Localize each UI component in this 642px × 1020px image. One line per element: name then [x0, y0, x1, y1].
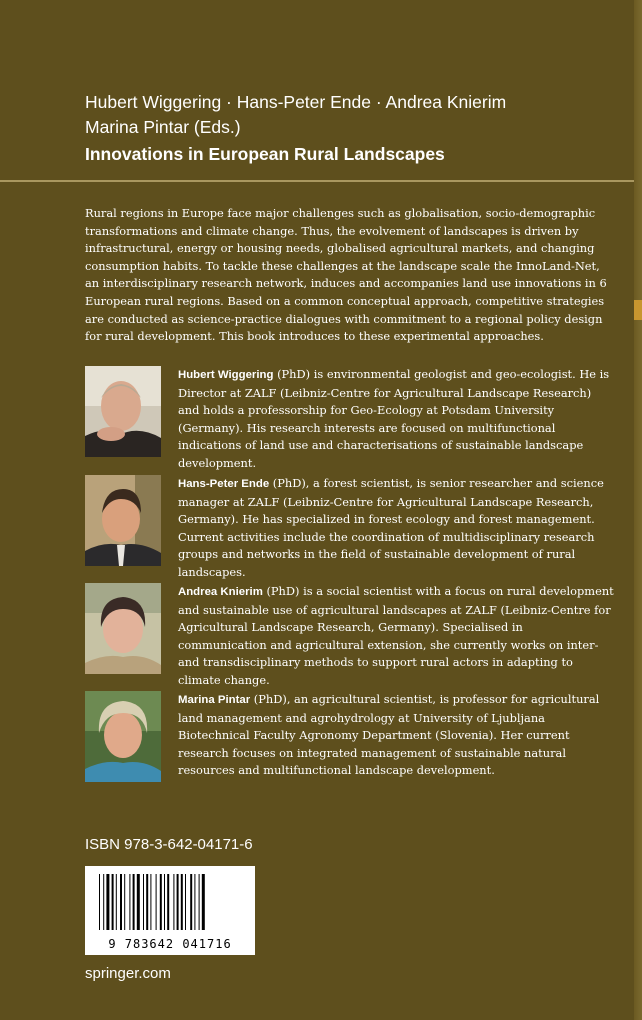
spine-edge: [634, 0, 642, 1020]
portrait-hans-peter-ende: [85, 475, 161, 566]
editors-line-1: Hubert Wiggering · Hans-Peter Ende · Andrea Knierim: [85, 92, 507, 112]
bio-description: (PhD) is a social scientist with a focus on rural development and sustainable use of agricultural landscapes at ZALF (Leibniz-Centre for Agricultural Landscape Research, Germany). Specialised in communication and agricultural extension, she currently works on inter- and transdisciplinary methods to support rural actors in adapting to climate change.: [178, 584, 614, 687]
barcode: [85, 866, 255, 955]
portrait-marina-pintar: [85, 691, 161, 782]
barcode-bars: [85, 866, 255, 936]
bio-name: Hans-Peter Ende: [178, 478, 270, 490]
cover-header: [85, 90, 605, 167]
book-blurb: Rural regions in Europe face major challenges such as globalisation, socio-demographic transformations and climate change. Thus, the evolvement of landscapes is driven by infrastructural, energy or housing needs, globalised agricultural markets, and changing consumption habits. To tackle these challenges at the landscape scale the InnoLand-Net, an interdisciplinary research network, induces and accompanies land use innovations in 6 European rural regions. Based on a common conceptual approach, competitive strategies are conducted as science-practice dialogues with commitment to a regional policy design for rural development. This book introduces to these experimental approaches.: [85, 206, 607, 344]
bio-description: (PhD) is environmental geologist and geo-ecologist. He is Director at ZALF (Leibniz-Centre for Agricultural Landscape Research) and holds a professorship for Geo-Ecology at Potsdam University (Germany). His research interests are focused on multifunctional indications of land use and characterisations of sustainable landscape development.: [178, 367, 610, 470]
bio-name: Marina Pintar: [178, 694, 251, 706]
bio-description: (PhD), an agricultural scientist, is professor for agricultural land management and agrohydrology at University of Ljubljana Biotechnical Faculty Agronomy Department (Slovenia). Her current research focuses on integrated management of sustainable natural resources and multifunctional landscape development.: [178, 692, 600, 778]
barcode-digits: 9 783642 041716: [108, 937, 232, 951]
book-title: Innovations in European Rural Landscapes: [85, 144, 445, 164]
bio-text: [178, 475, 615, 582]
bio-description: (PhD), a forest scientist, is senior researcher and science manager at ZALF (Leibniz-Centre for Agricultural Landscape Research, Germany). He has specialized in forest ecology and forest management. Current activities include the coordination of multidisciplinary research groups and networks in the field of sustainable development of rural landscapes.: [178, 476, 604, 579]
editors-line-2: Marina Pintar (Eds.): [85, 117, 241, 137]
portrait-andrea-knierim: [85, 583, 161, 674]
bio-text: [178, 366, 615, 473]
portrait-hubert-wiggering: [85, 366, 161, 457]
bio-name: Andrea Knierim: [178, 586, 263, 598]
publisher-url: springer.com: [85, 965, 171, 982]
bio-text: [178, 691, 615, 780]
header-divider: [0, 180, 634, 182]
bio-name: Hubert Wiggering: [178, 369, 274, 381]
bio-text: [178, 583, 615, 690]
spine-accent: [634, 300, 642, 320]
isbn-label: ISBN 978-3-642-04171-6: [85, 836, 253, 853]
